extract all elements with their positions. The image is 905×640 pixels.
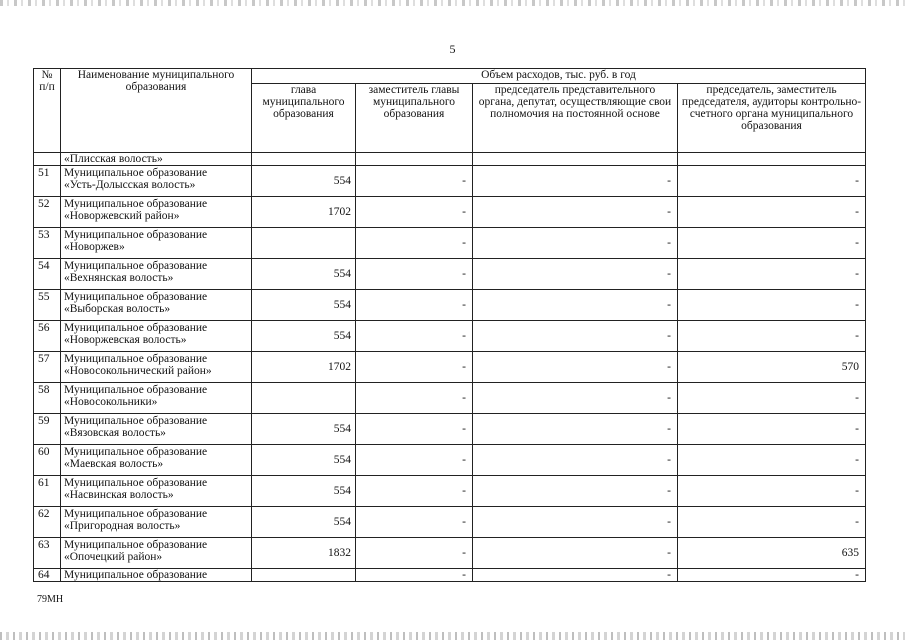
cell-head: 1832 xyxy=(252,538,356,569)
row-name-line2: «Новоржев» xyxy=(64,241,125,253)
row-name-line2: «Вязовская волость» xyxy=(64,427,166,439)
header-audit-body: председатель, заместитель председателя, аудиторы контрольно-счетного органа муниципального образования xyxy=(678,84,866,153)
cell-audit-body: - xyxy=(678,383,866,414)
row-name-line2: «Маевская волость» xyxy=(64,458,164,470)
row-name-line1: Муниципальное образование xyxy=(64,539,208,551)
row-number: 61 xyxy=(34,476,61,507)
row-number: 53 xyxy=(34,228,61,259)
cell-deputy-head: - xyxy=(356,228,473,259)
row-number: 63 xyxy=(34,538,61,569)
row-name xyxy=(61,166,252,197)
cell-audit-body: - xyxy=(678,197,866,228)
document-code: 79МН xyxy=(37,594,64,605)
row-name-line2: «Пригородная волость» xyxy=(64,520,181,532)
cell-council-chair: - xyxy=(473,476,678,507)
header-name: Наименование муниципального образования xyxy=(61,69,252,153)
cell-head xyxy=(252,228,356,259)
cell-head: 554 xyxy=(252,321,356,352)
row-name-line1: Муниципальное образование xyxy=(64,415,208,427)
cell-council-chair: - xyxy=(473,228,678,259)
cell-head: 554 xyxy=(252,507,356,538)
row-name-line1: Муниципальное образование xyxy=(64,260,208,272)
header-expenses-group: Объем расходов, тыс. руб. в год xyxy=(252,69,866,84)
cell-head: 554 xyxy=(252,445,356,476)
cell-deputy-head: - xyxy=(356,445,473,476)
cell-head: 554 xyxy=(252,476,356,507)
cell-council-chair: - xyxy=(473,352,678,383)
table-row xyxy=(34,321,866,352)
cell-head: 554 xyxy=(252,166,356,197)
row-name-line1: Муниципальное образование xyxy=(64,198,208,210)
cell-council-chair: - xyxy=(473,569,678,582)
row-name xyxy=(61,383,252,414)
table-row xyxy=(34,290,866,321)
row-number: 58 xyxy=(34,383,61,414)
cell-council-chair: - xyxy=(473,321,678,352)
row-name-line2: «Вехнянская волость» xyxy=(64,272,174,284)
header-council-chair: председатель представительного органа, депутат, осуществляющие свои полномочия на постоянной основе xyxy=(473,84,678,153)
table-row xyxy=(34,538,866,569)
cell-head: 554 xyxy=(252,290,356,321)
cell-deputy-head: - xyxy=(356,476,473,507)
cell-deputy-head: - xyxy=(356,383,473,414)
row-number: 54 xyxy=(34,259,61,290)
cell-audit-body: 570 xyxy=(678,352,866,383)
row-number: 60 xyxy=(34,445,61,476)
cell-deputy-head: - xyxy=(356,569,473,582)
expenses-table xyxy=(33,68,866,582)
row-name-line2: «Новоржевская волость» xyxy=(64,334,187,346)
row-number: 55 xyxy=(34,290,61,321)
row-name-line2: «Насвинская волость» xyxy=(64,489,174,501)
row-name-line2: «Новосокольники» xyxy=(64,396,158,408)
cell-audit-body: - xyxy=(678,445,866,476)
row-name xyxy=(61,259,252,290)
row-name xyxy=(61,414,252,445)
cell-head: 554 xyxy=(252,414,356,445)
row-name xyxy=(61,445,252,476)
row-name-line1: Муниципальное образование xyxy=(64,508,208,520)
row-name-line2: «Опочецкий район» xyxy=(64,551,163,563)
cell-audit-body: - xyxy=(678,476,866,507)
table-row xyxy=(34,228,866,259)
row-name-line1: Муниципальное образование xyxy=(64,291,208,303)
cell-council-chair: - xyxy=(473,507,678,538)
cell-deputy-head: - xyxy=(356,197,473,228)
cell-head: 1702 xyxy=(252,197,356,228)
row-name-line1: Муниципальное образование xyxy=(64,167,208,179)
cell-audit-body: - xyxy=(678,414,866,445)
row-number: 56 xyxy=(34,321,61,352)
cell-audit-body: - xyxy=(678,569,866,582)
row-name xyxy=(61,476,252,507)
table-row xyxy=(34,166,866,197)
cell-audit-body: - xyxy=(678,290,866,321)
row-name-line1: Муниципальное образование xyxy=(64,322,208,334)
cell-audit-body: - xyxy=(678,166,866,197)
row-name-line1: Муниципальное образование xyxy=(64,229,208,241)
cell-head: 554 xyxy=(252,259,356,290)
table-row xyxy=(34,507,866,538)
cell-council-chair: - xyxy=(473,166,678,197)
cell-audit-body: - xyxy=(678,259,866,290)
table-row xyxy=(34,476,866,507)
row-number: 52 xyxy=(34,197,61,228)
row-name xyxy=(61,228,252,259)
scan-edge-bottom xyxy=(0,632,905,640)
row-name-line2: «Усть-Долысская волость» xyxy=(64,179,196,191)
row-name xyxy=(61,197,252,228)
row-name xyxy=(61,290,252,321)
table-row xyxy=(34,445,866,476)
cell-audit-body: - xyxy=(678,228,866,259)
table-row xyxy=(34,197,866,228)
cell-head xyxy=(252,383,356,414)
row-name xyxy=(61,352,252,383)
cell-head xyxy=(252,569,356,582)
row-name xyxy=(61,321,252,352)
row-number: 62 xyxy=(34,507,61,538)
cell-audit-body: - xyxy=(678,507,866,538)
row-number: 59 xyxy=(34,414,61,445)
cell-council-chair: - xyxy=(473,197,678,228)
row-number: 64 xyxy=(34,569,61,582)
cell-deputy-head: - xyxy=(356,538,473,569)
cell-deputy-head: - xyxy=(356,259,473,290)
row-name-line1: Муниципальное образование xyxy=(64,477,208,489)
row-number: 51 xyxy=(34,166,61,197)
cell-deputy-head: - xyxy=(356,166,473,197)
row-name-line1: Муниципальное образование xyxy=(64,384,208,396)
table-row xyxy=(34,414,866,445)
row-name-line2: «Новоржевский район» xyxy=(64,210,180,222)
row-name xyxy=(61,507,252,538)
table-row-partial xyxy=(34,569,866,582)
scan-edge-top xyxy=(0,0,905,6)
cell-deputy-head: - xyxy=(356,321,473,352)
row-name: Муниципальное образование xyxy=(61,569,252,582)
header-number: № п/п xyxy=(34,69,61,153)
row-name-line2: «Новосокольнический район» xyxy=(64,365,212,377)
row-name-line1: Муниципальное образование xyxy=(64,353,208,365)
cell-council-chair: - xyxy=(473,259,678,290)
cell-audit-body: 635 xyxy=(678,538,866,569)
cell-deputy-head: - xyxy=(356,352,473,383)
table-row xyxy=(34,383,866,414)
cell-council-chair: - xyxy=(473,414,678,445)
cell-deputy-head: - xyxy=(356,414,473,445)
cell-council-chair: - xyxy=(473,538,678,569)
page-number: 5 xyxy=(449,42,456,56)
row-name-line1: Муниципальное образование xyxy=(64,446,208,458)
header-head: глава муниципального образования xyxy=(252,84,356,153)
table-row xyxy=(34,352,866,383)
cell-deputy-head: - xyxy=(356,507,473,538)
cell-council-chair: - xyxy=(473,290,678,321)
row-name-line2: «Выборская волость» xyxy=(64,303,171,315)
table-row-continuation xyxy=(34,153,866,166)
cell-council-chair: - xyxy=(473,445,678,476)
row-name xyxy=(61,538,252,569)
header-deputy-head: заместитель главы муниципального образования xyxy=(356,84,473,153)
cell-head: 1702 xyxy=(252,352,356,383)
row-number: 57 xyxy=(34,352,61,383)
cell-council-chair: - xyxy=(473,383,678,414)
table-row xyxy=(34,259,866,290)
cell-audit-body: - xyxy=(678,321,866,352)
cell-deputy-head: - xyxy=(356,290,473,321)
row-name: «Плисская волость» xyxy=(61,153,252,166)
